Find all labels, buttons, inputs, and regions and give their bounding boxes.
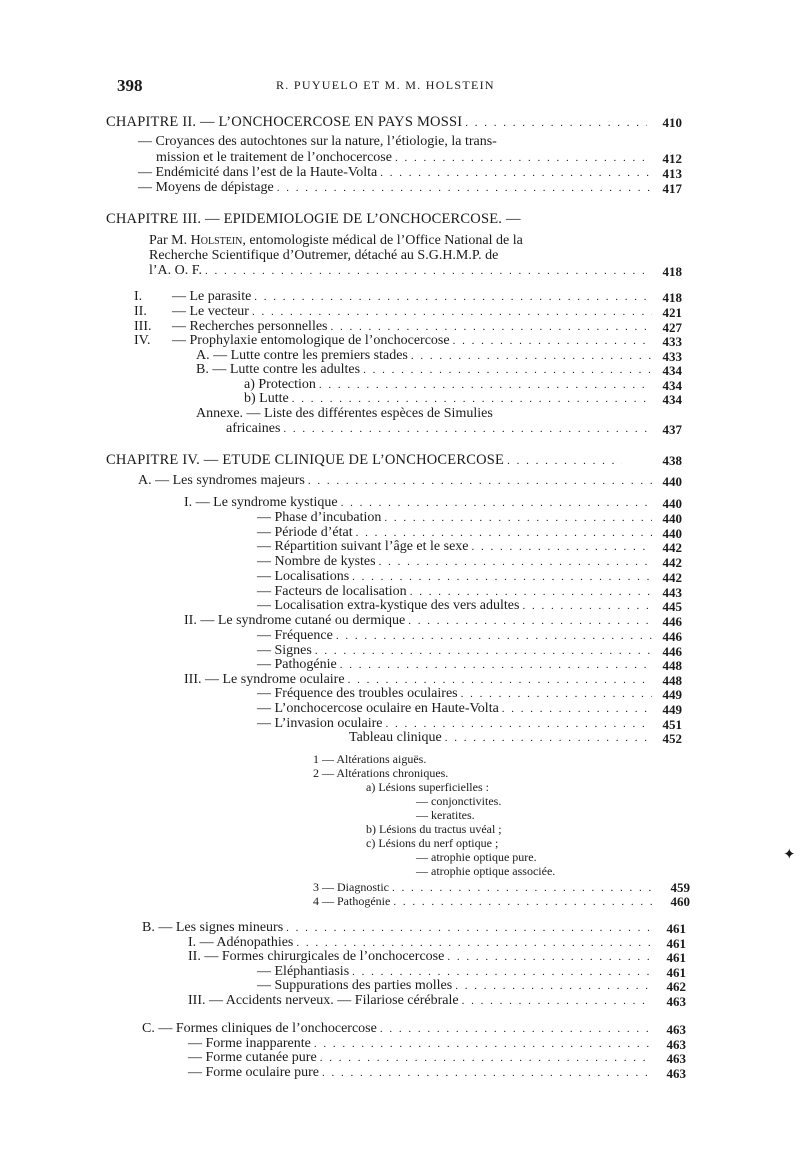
toc-entry: — Répartition suivant l’âge et le sexe . . .	[257, 539, 656, 555]
toc-entry-page: 459	[670, 880, 690, 895]
section-number: III.	[134, 319, 152, 334]
toc-entry: II. — Le syndrome cutané ou dermique . . .	[184, 613, 656, 629]
toc-entry-page: 421	[662, 305, 682, 320]
toc-entry-page: 443	[662, 585, 682, 600]
toc-entry: africaines . . .	[226, 421, 656, 437]
toc-entry: — Fréquence des troubles oculaires . . .	[257, 686, 656, 702]
toc-entry: — Moyens de dépistage . . .	[138, 180, 656, 196]
chapter-4-page: 438	[662, 453, 682, 468]
toc-entry: — Prophylaxie entomologique de l’onchocercose . . .	[172, 333, 656, 349]
toc-entry: III. — Le syndrome oculaire . . .	[184, 672, 656, 688]
toc-entry-page: 461	[666, 965, 686, 980]
toc-entry: — Le parasite . . .	[172, 289, 656, 305]
toc-entry-page: 462	[666, 979, 686, 994]
section-number: IV.	[134, 333, 151, 348]
toc-entry-page: 449	[662, 687, 682, 702]
toc-entry-page: 463	[666, 994, 686, 1009]
toc-entry-page: 461	[666, 936, 686, 951]
clinical-item: 2 — Altérations chroniques.	[313, 766, 449, 780]
toc-entry: — Période d’état . . .	[257, 525, 656, 541]
clinical-item: a) Lésions superficielles :	[366, 780, 489, 794]
author-line: Recherche Scientifique d’Outremer, détaché au S.G.H.M.P. de	[149, 248, 499, 263]
toc-entry-page: 440	[662, 474, 682, 489]
toc-subsection: B. — Les signes mineurs . . .	[142, 920, 656, 936]
toc-entry-page: 461	[666, 921, 686, 936]
toc-entry: — Recherches personnelles . . .	[172, 319, 656, 335]
toc-entry: — Nombre de kystes . . .	[257, 554, 656, 570]
chapter-2-title: CHAPITRE II. — L’ONCHOCERCOSE EN PAYS MOSSI . . .	[106, 114, 651, 130]
toc-entry: Tableau clinique . . .	[349, 730, 656, 746]
toc-entry-page: 446	[662, 629, 682, 644]
toc-entry-page: 434	[662, 378, 682, 393]
toc-entry-page: 461	[666, 950, 686, 965]
toc-entry-page: 413	[662, 166, 682, 181]
toc-entry: — Suppurations des parties molles . . .	[257, 978, 656, 994]
toc-entry-page: 446	[662, 644, 682, 659]
toc-entry: A. — Lutte contre les premiers stades . . .	[196, 348, 656, 364]
toc-entry: — Pathogénie . . .	[257, 657, 656, 673]
toc-entry-text: — Croyances des autochtones sur la nature, l’étiologie, la trans-	[138, 134, 497, 149]
running-head: R. PUYUELO ET M. M. HOLSTEIN	[276, 78, 495, 92]
toc-entry: — Localisation extra-kystique des vers adultes . . .	[257, 598, 656, 614]
toc-entry: — Forme oculaire pure . . .	[188, 1065, 656, 1081]
page-number: 398	[117, 76, 143, 95]
toc-entry: — Signes . . .	[257, 643, 656, 659]
toc-entry-page: 442	[662, 555, 682, 570]
toc-entry-page: 440	[662, 511, 682, 526]
toc-entry: B. — Lutte contre les adultes . . .	[196, 362, 656, 378]
chapter-4-title: CHAPITRE IV. — ETUDE CLINIQUE DE L’ONCHOCERCOSE . . .	[106, 452, 626, 468]
annex-line: Annexe. — Liste des différentes espèces de Simulies	[196, 406, 493, 421]
toc-entry: — Forme inapparente . . .	[188, 1036, 656, 1052]
toc-entry-page: 445	[662, 599, 682, 614]
toc-entry-page: 448	[662, 658, 682, 673]
toc-entry: — L’onchocercose oculaire en Haute-Volta . . .	[257, 701, 656, 717]
toc-entry: 4 — Pathogénie . . .	[313, 893, 658, 909]
clinical-item: 1 — Altérations aiguës.	[313, 752, 427, 766]
toc-entry-page: 437	[662, 422, 682, 437]
toc-entry: III. — Accidents nerveux. — Filariose cérébrale . . .	[188, 993, 656, 1009]
toc-subsection: C. — Formes cliniques de l’onchocercose . . .	[142, 1021, 656, 1037]
toc-entry-page: 449	[662, 702, 682, 717]
clinical-item: — atrophie optique pure.	[416, 850, 537, 864]
toc-entry: b) Lutte . . .	[244, 391, 656, 407]
toc-entry-page: 418	[662, 264, 682, 279]
toc-entry-page: 434	[662, 392, 682, 407]
toc-entry-page: 433	[662, 334, 682, 349]
toc-entry: — L’invasion oculaire . . .	[257, 716, 656, 732]
print-mark: ✦	[783, 847, 796, 863]
clinical-item: — atrophie optique associée.	[416, 864, 556, 878]
chapter-3-title: CHAPITRE III. — EPIDEMIOLOGIE DE L’ONCHOCERCOSE. —	[106, 211, 521, 227]
toc-entry-page: 440	[662, 526, 682, 541]
toc-entry-page: 418	[662, 290, 682, 305]
chapter-2-page: 410	[662, 115, 682, 130]
toc-entry-page: 460	[670, 894, 690, 909]
toc-entry-page: 463	[666, 1022, 686, 1037]
toc-entry-page: 463	[666, 1066, 686, 1081]
toc-entry-page: 427	[662, 320, 682, 335]
toc-entry-page: 440	[662, 496, 682, 511]
section-number: II.	[134, 304, 147, 319]
clinical-item: — conjonctivites.	[416, 794, 502, 808]
section-number: I.	[134, 289, 143, 304]
toc-subsection: A. — Les syndromes majeurs . . .	[138, 473, 656, 489]
toc-entry-page: 442	[662, 540, 682, 555]
clinical-item: c) Lésions du nerf optique ;	[366, 836, 499, 850]
toc-entry: — Fréquence . . .	[257, 628, 656, 644]
toc-entry: I. — Le syndrome kystique . . .	[184, 495, 656, 511]
toc-entry: — Facteurs de localisation . . .	[257, 584, 656, 600]
toc-entry: — Forme cutanée pure . . .	[188, 1050, 656, 1066]
toc-entry-page: 452	[662, 731, 682, 746]
toc-entry: I. — Adénopathies . . .	[188, 935, 656, 951]
toc-entry: — Localisations . . .	[257, 569, 656, 585]
clinical-item: b) Lésions du tractus uvéal ;	[366, 822, 502, 836]
clinical-item: — keratites.	[416, 808, 475, 822]
toc-entry: — Endémicité dans l’est de la Haute-Volta . . .	[138, 165, 656, 181]
toc-entry-page: 451	[662, 717, 682, 732]
toc-entry: — Eléphantiasis . . .	[257, 964, 656, 980]
toc-entry-page: 446	[662, 614, 682, 629]
toc-entry-page: 417	[662, 181, 682, 196]
author-name: Holstein	[190, 233, 243, 248]
toc-entry-page: 412	[662, 151, 682, 166]
toc-entry-page: 434	[662, 363, 682, 378]
toc-entry: II. — Formes chirurgicales de l’onchocercose . . .	[188, 949, 656, 965]
toc-entry: — Le vecteur . . .	[172, 304, 656, 320]
toc-entry: — Phase d’incubation . . .	[257, 510, 656, 526]
toc-entry-page: 448	[662, 673, 682, 688]
toc-entry-page: 463	[666, 1037, 686, 1052]
toc-entry-page: 433	[662, 349, 682, 364]
toc-entry: a) Protection . . .	[244, 377, 656, 393]
author-line: Par M. Holstein, entomologiste médical de l’Office National de la	[149, 233, 523, 248]
author-line: l’A. O. F. . . .	[149, 263, 656, 279]
toc-entry-page: 463	[666, 1051, 686, 1066]
toc-entry: mission et le traitement de l’onchocercose . . .	[156, 150, 656, 166]
toc-entry-page: 442	[662, 570, 682, 585]
toc-entry: 3 — Diagnostic . . .	[313, 879, 658, 895]
